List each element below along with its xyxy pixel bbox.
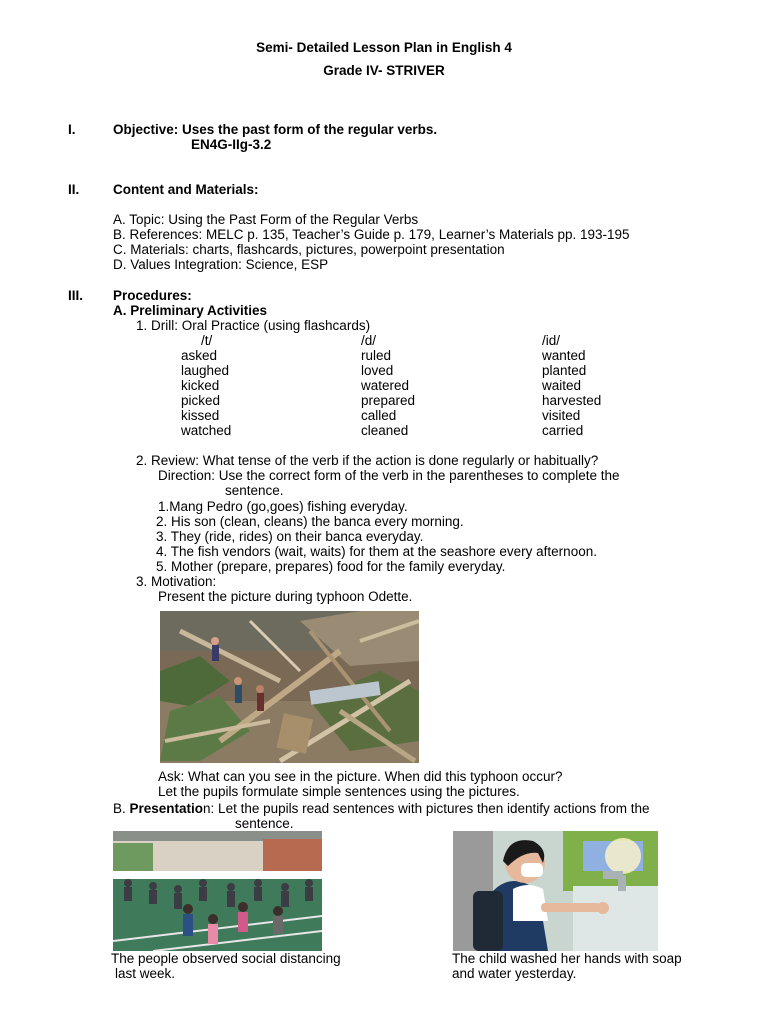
grade-section: Grade IV- STRIVER: [323, 63, 445, 78]
drill-word-d: loved: [361, 363, 394, 378]
drill-header-t: /t/: [201, 333, 213, 348]
procedures-label: Procedures:: [113, 288, 192, 303]
review-item: 5. Mother (prepare, prepares) food for the family everyday.: [156, 559, 506, 574]
drill-word-t: watched: [181, 423, 232, 438]
topic-item: A. Topic: Using the Past Form of the Regular Verbs: [113, 212, 419, 227]
drill-word-t: kicked: [181, 378, 220, 393]
review-direction: Direction: Use the correct form of the verb in the parentheses to complete the: [158, 468, 620, 483]
review-direction-cont: sentence.: [225, 483, 284, 498]
drill-word-id: harvested: [542, 393, 602, 408]
drill-word-id: visited: [542, 408, 581, 423]
caption-handwashing-cont: and water yesterday.: [452, 966, 577, 981]
drill-word-t: asked: [181, 348, 218, 363]
ask-question: Ask: What can you see in the picture. When did this typhoon occur?: [158, 769, 563, 784]
typhoon-picture: [160, 611, 419, 763]
content-numeral: II.: [68, 182, 80, 197]
drill-header-d: /d/: [361, 333, 377, 348]
presentation-text: n: Let the pupils read sentences with pictures then identify actions from the: [203, 801, 650, 816]
drill-word-d: cleaned: [361, 423, 409, 438]
presentation-line: [113, 801, 650, 816]
handwashing-picture: [453, 831, 658, 951]
drill-word-id: planted: [542, 363, 587, 378]
content-label: Content and Materials:: [113, 182, 259, 197]
motivation-heading: 3. Motivation:: [136, 574, 217, 589]
formulate-instruction: Let the pupils formulate simple sentences using the pictures.: [158, 784, 520, 799]
drill-word-t: laughed: [181, 363, 230, 378]
drill-word-id: wanted: [542, 348, 586, 363]
drill-word-id: waited: [542, 378, 582, 393]
objective-numeral: I.: [68, 122, 76, 137]
drill-word-t: picked: [181, 393, 221, 408]
caption-social-distancing: The people observed social distancing: [111, 951, 341, 966]
review-question: 2. Review: What tense of the verb if the action is done regularly or habitually?: [136, 453, 599, 468]
presentation-label: Presentatio: [129, 801, 204, 816]
review-item: 4. The fish vendors (wait, waits) for them at the seashore every afternoon.: [156, 544, 597, 559]
presentation-cont: sentence.: [235, 816, 294, 831]
review-item: 1.Mang Pedro (go,goes) fishing everyday.: [158, 499, 408, 514]
social-distancing-picture: [113, 831, 322, 951]
preliminary-heading: A. Preliminary Activities: [113, 303, 268, 318]
competency-code: EN4G-IIg-3.2: [191, 137, 272, 152]
typhoon-debris-illustration: [160, 611, 419, 763]
drill-word-id: carried: [542, 423, 584, 438]
presentation-prefix: B.: [113, 801, 130, 816]
drill-heading: 1. Drill: Oral Practice (using flashcards): [136, 318, 371, 333]
objective-label: Objective: Uses the past form of the regular verbs.: [113, 122, 438, 137]
drill-word-d: called: [361, 408, 397, 423]
materials-item: C. Materials: charts, flashcards, pictures, powerpoint presentation: [113, 242, 505, 257]
caption-handwashing: The child washed her hands with soap: [452, 951, 682, 966]
document-title: Semi- Detailed Lesson Plan in English 4: [256, 40, 512, 55]
handwashing-illustration: [453, 831, 658, 951]
caption-social-distancing-cont: last week.: [115, 966, 176, 981]
references-item: B. References: MELC p. 135, Teacher’s Guide p. 179, Learner’s Materials pp. 193-195: [113, 227, 630, 242]
drill-header-id: /id/: [542, 333, 561, 348]
social-distancing-illustration: [113, 831, 322, 951]
review-item: 2. His son (clean, cleans) the banca every morning.: [156, 514, 464, 529]
motivation-text: Present the picture during typhoon Odette.: [158, 589, 413, 604]
drill-word-t: kissed: [181, 408, 220, 423]
drill-word-d: watered: [361, 378, 410, 393]
values-item: D. Values Integration: Science, ESP: [113, 257, 329, 272]
procedures-numeral: III.: [68, 288, 84, 303]
drill-word-d: prepared: [361, 393, 416, 408]
review-item: 3. They (ride, rides) on their banca everyday.: [156, 529, 424, 544]
drill-word-d: ruled: [361, 348, 392, 363]
